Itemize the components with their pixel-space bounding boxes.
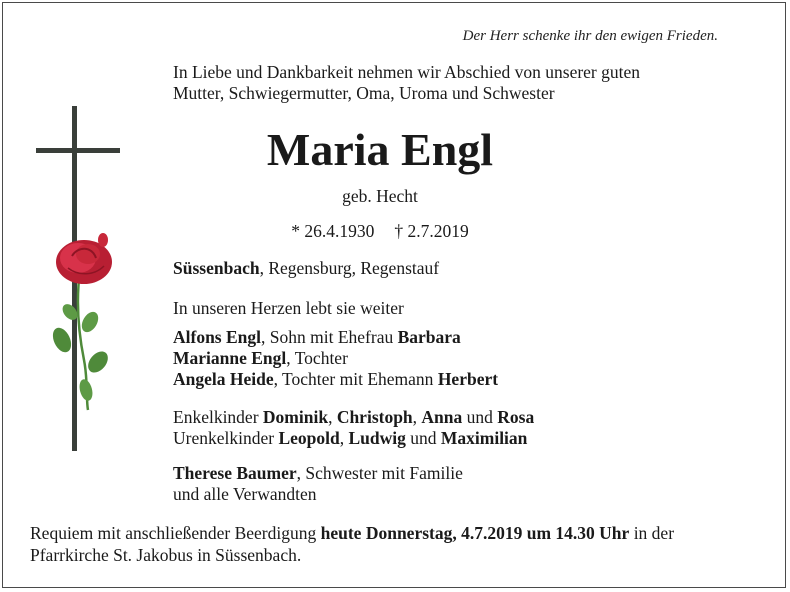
deceased-name: Maria Engl: [266, 124, 494, 175]
birth-date: * 26.4.1930: [291, 221, 375, 241]
sister-row: Therese Baumer, Schwester mit Familie: [173, 463, 463, 483]
life-dates: [190, 221, 570, 242]
cross-horizontal-beam: [36, 148, 120, 153]
rose-leaf: [77, 378, 94, 402]
bible-verse: Der Herr schenke ihr den ewigen Frieden.: [462, 28, 718, 44]
relatives-row: und alle Verwandten: [173, 484, 317, 504]
rose-flower: [56, 233, 112, 284]
rose-leaf: [84, 348, 112, 377]
cross-with-rose-icon: [28, 100, 138, 460]
family-row: Alfons Engl, Sohn mit Ehefrau Barbara: [173, 327, 461, 347]
rose-leaf: [49, 325, 74, 355]
intro-text: In Liebe und Dankbarkeit nehmen wir Abschied von unserer guten Mutter, Schwiegermutter, Oma, Uroma und Schwester: [173, 62, 641, 103]
grandchildren-row: Enkelkinder Dominik, Christoph, Anna und Rosa: [173, 407, 535, 427]
hearts-line: In unseren Herzen lebt sie weiter: [173, 298, 404, 318]
place-main: Süssenbach: [173, 258, 260, 278]
family-sister: [173, 463, 463, 505]
requiem-info: Requiem mit anschließender Beerdigung heute Donnerstag, 4.7.2019 um 14.30 Uhr in der Pfarrkirche St. Jakobus in Süssenbach.: [30, 523, 675, 565]
places: [173, 258, 439, 279]
family-grandchildren: [173, 407, 534, 449]
rose-leaf: [78, 309, 101, 335]
family-row: Angela Heide, Tochter mit Ehemann Herbert: [173, 369, 499, 389]
family-row: Marianne Engl, Tochter: [173, 348, 348, 368]
death-date: † 2.7.2019: [394, 221, 469, 241]
maiden-name: geb. Hecht: [342, 186, 418, 206]
place-rest: , Regensburg, Regenstauf: [259, 258, 440, 278]
family-children: [173, 327, 498, 390]
great-grandchildren-row: Urenkelkinder Leopold, Ludwig und Maximilian: [173, 428, 528, 448]
